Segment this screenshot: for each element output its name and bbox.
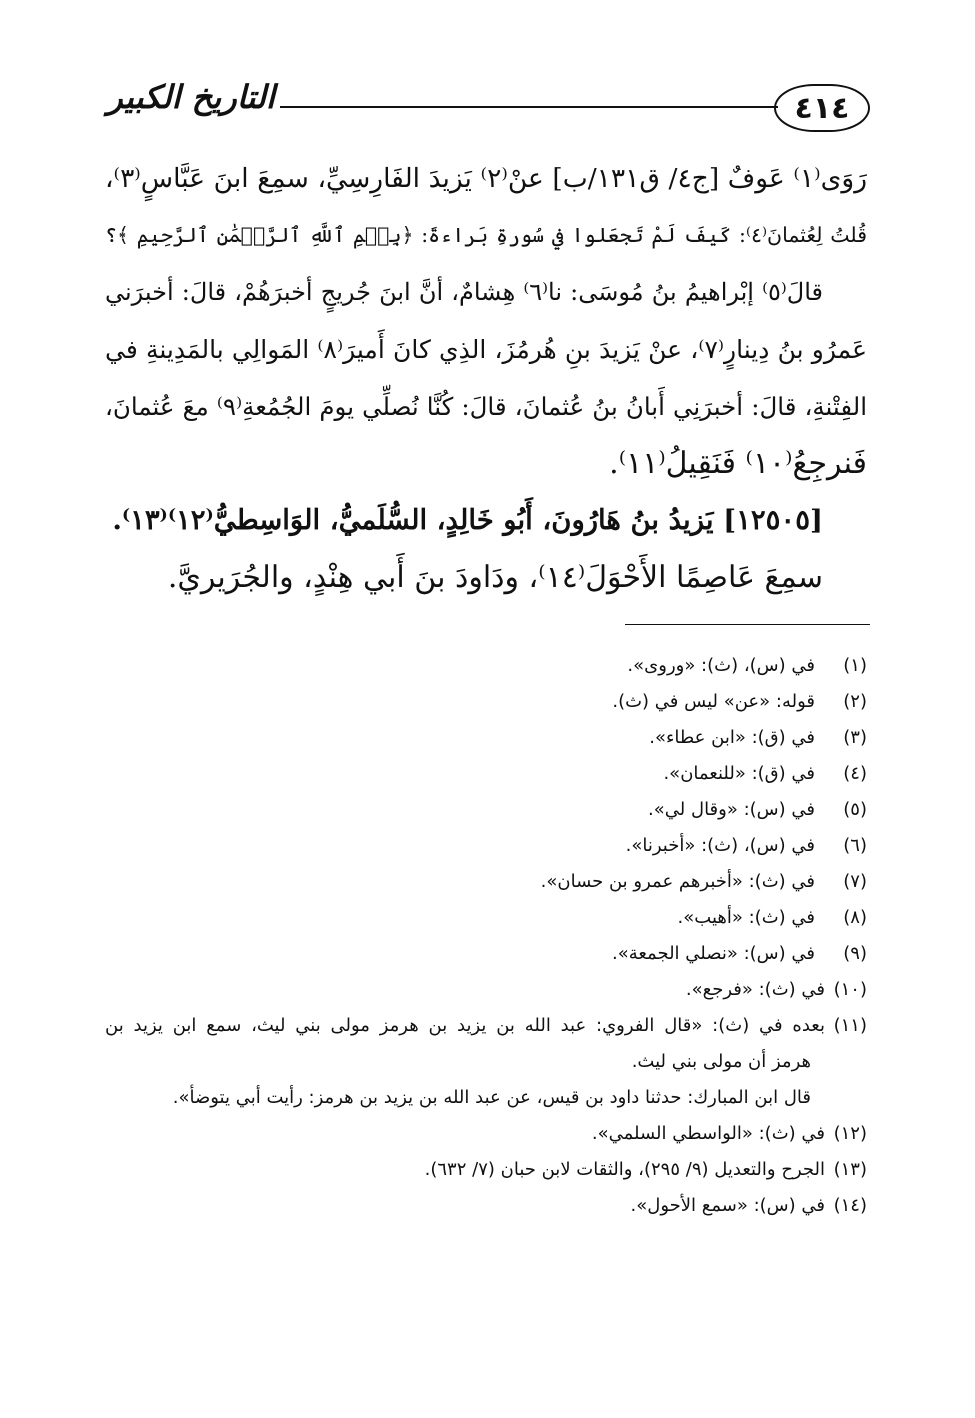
footnote: (٦)في (س)، (ث): «أخبرنا».	[625, 835, 867, 856]
footnote-separator	[625, 624, 870, 625]
text-line: سمِعَ عَاصِمًا الأَحْوَلَ⁽١٤⁾، ودَاودَ بنَ أَبي هِنْدٍ، والجُرَيريَّ.	[167, 560, 823, 595]
footnote: (٩)في (س): «نصلي الجمعة».	[611, 943, 867, 964]
footnote: (٥)في (س): «وقال لي».	[648, 799, 867, 820]
header-rule	[280, 106, 778, 108]
footnote: (٧)في (ث): «أخبرهم عمرو بن حسان».	[540, 871, 867, 892]
main-text	[105, 150, 867, 606]
book-title: التاريخ الكبير	[107, 78, 275, 116]
footnote: (١٣)الجرح والتعديل (٩/ ٢٩٥)، والثقات لابن حبان (٧/ ٦٣٢).	[424, 1159, 867, 1180]
text-line: الفِتْنةِ، قالَ: أخبرَنِي أَبانُ بنُ عُثمانَ، قالَ: كُنَّا نُصلِّي يومَ الجُمُعةِ⁽٩⁾ معَ عُثمانَ،	[105, 392, 867, 421]
footnote: (١١)بعده في (ث): «قال الفروي: عبد الله بن يزيد بن هرمز مولى بني ليث، سمع ابن يزيد بن	[105, 1015, 867, 1036]
footnote: (٢)قوله: «عن» ليس في (ث).	[612, 691, 867, 712]
footnotes	[105, 648, 867, 1224]
text-line: عَمرُو بنُ دِينارٍ⁽٧⁾، عنْ يَزيدَ بنِ هُرمُزَ، الذِي كانَ أَميرَ⁽٨⁾ المَوالِي بالمَدِينةِ في	[105, 335, 867, 364]
footnote: (١)في (س)، (ث): «وروى».	[627, 655, 867, 676]
footnote-continuation: هرمز أن مولى بني ليث.	[631, 1051, 811, 1072]
footnote: (٣)في (ق): «ابن عطاء».	[649, 727, 867, 748]
page-number: ٤١٤	[794, 90, 850, 126]
entry-heading: [١٢٥٠٥] يَزيدُ بنُ هَارُونَ، أَبُو خَالِدٍ، السُّلَميُّ، الوَاسِطيُّ⁽١٢⁾⁽١٣⁾.	[112, 504, 823, 536]
footnote-continuation: قال ابن المبارك: حدثنا داود بن قيس، عن عبد الله بن يزيد بن هرمز: رأيت أبي يتوضأ».	[172, 1087, 811, 1108]
text-line: قالَ⁽٥⁾ إبْراهيمُ بنُ مُوسَى: نا⁽٦⁾ هِشامٌ، أنَّ ابنَ جُريجٍ أخبرَهُمْ، قالَ: أخبرَني	[105, 278, 823, 306]
page-header	[105, 78, 870, 134]
footnote: (٤)في (ق): «للنعمان».	[663, 763, 867, 784]
footnote: (١٤)في (س): «سمع الأحول».	[630, 1195, 867, 1216]
page-number-badge	[774, 84, 870, 132]
footnote: (١٢)في (ث): «الواسطي السلمي».	[591, 1123, 867, 1144]
footnote: (٨)في (ث): «أهيب».	[677, 907, 867, 928]
text-line: فَنرجِعُ⁽١٠⁾ فَنَقِيلُ⁽١١⁾.	[609, 446, 867, 481]
footnote: (١٠)في (ث): «فرجع».	[685, 979, 867, 1000]
text-line: رَوَى⁽١⁾ عَوفٌ [ج٤/ ق١٣١/ب] عنْ⁽٢⁾ يَزيدَ الفَارِسِيِّ، سمِعَ ابنَ عَبَّاسٍ⁽٣⁾،	[105, 163, 867, 194]
text-line: قُلتُ لِعُثمانَ⁽٤⁾: كَيفَ لَمْ تَجعَلوا في سُورةِ بَراءةَ: ﴿بِسۡمِ ٱللَّهِ ٱلرَّحۡمَٰنِ ٱلرَّحِيمِ ﴾؟	[105, 223, 867, 247]
